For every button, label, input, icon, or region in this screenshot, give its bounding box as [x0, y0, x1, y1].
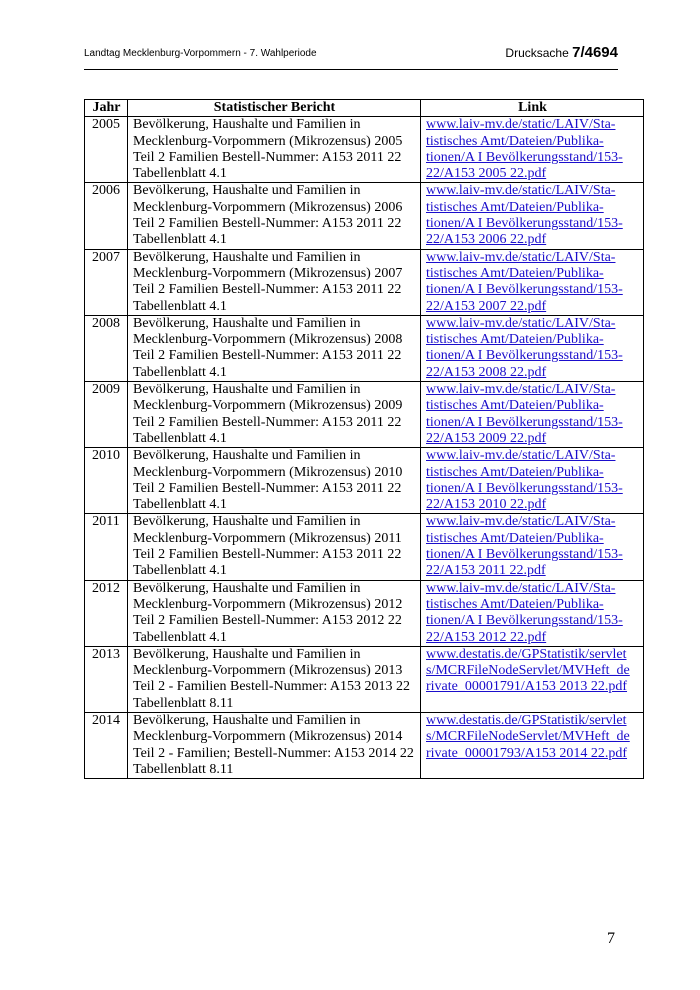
link-cell — [421, 183, 644, 249]
report-line: Teil 2 Familien Bestell-Nummer: A153 2011 22 — [133, 282, 402, 298]
report-line: Tabellenblatt 4.1 — [133, 563, 227, 579]
year-cell: 2013 — [85, 646, 128, 712]
table-row — [85, 580, 644, 646]
report-line: Tabellenblatt 8.11 — [133, 695, 234, 711]
report-cell — [128, 712, 421, 778]
report-link[interactable]: tionen/A I Bevölkerungsstand/153- — [426, 480, 623, 496]
table-row — [85, 315, 644, 381]
page-number: 7 — [607, 930, 615, 947]
report-link[interactable]: s/MCRFileNodeServlet/MVHeft_de — [426, 663, 630, 679]
link-cell — [421, 249, 644, 315]
report-line: Mecklenburg-Vorpommern (Mikrozensus) 2010 — [133, 464, 403, 480]
report-link[interactable]: www.laiv-mv.de/static/LAIV/Sta- — [426, 249, 616, 265]
report-link[interactable]: tionen/A I Bevölkerungsstand/153- — [426, 149, 623, 165]
header-document-number — [505, 44, 618, 61]
year-cell: 2007 — [85, 249, 128, 315]
year-cell: 2005 — [85, 117, 128, 183]
report-line: Bevölkerung, Haushalte und Familien in — [133, 448, 361, 464]
report-line: Mecklenburg-Vorpommern (Mikrozensus) 2005 — [133, 133, 403, 149]
report-line: Mecklenburg-Vorpommern (Mikrozensus) 2011 — [133, 530, 402, 546]
report-link[interactable]: tistisches Amt/Dateien/Publika- — [426, 398, 604, 414]
report-link[interactable]: tionen/A I Bevölkerungsstand/153- — [426, 216, 623, 232]
report-line: Mecklenburg-Vorpommern (Mikrozensus) 2014 — [133, 729, 403, 745]
report-link[interactable]: www.laiv-mv.de/static/LAIV/Sta- — [426, 514, 616, 530]
report-line: Mecklenburg-Vorpommern (Mikrozensus) 2012 — [133, 596, 403, 612]
page-header — [84, 44, 618, 64]
report-cell — [128, 514, 421, 580]
report-cell — [128, 183, 421, 249]
year-cell: 2011 — [85, 514, 128, 580]
report-line: Tabellenblatt 4.1 — [133, 166, 227, 182]
report-line: Bevölkerung, Haushalte und Familien in — [133, 514, 361, 530]
report-line: Bevölkerung, Haushalte und Familien in — [133, 646, 361, 662]
report-link[interactable]: www.laiv-mv.de/static/LAIV/Sta- — [426, 183, 616, 199]
report-link[interactable]: rivate_00001793/A153 2014 22.pdf — [426, 745, 628, 761]
report-line: Teil 2 - Familien; Bestell-Nummer: A153 2014 22 — [133, 745, 414, 761]
report-link[interactable]: tionen/A I Bevölkerungsstand/153- — [426, 414, 623, 430]
report-line: Teil 2 Familien Bestell-Nummer: A153 2011 22 — [133, 480, 402, 496]
report-cell — [128, 580, 421, 646]
link-cell — [421, 514, 644, 580]
report-link[interactable]: 22/A153 2006 22.pdf — [426, 232, 547, 248]
report-link[interactable]: rivate_00001791/A153 2013 22.pdf — [426, 679, 628, 695]
report-line: Tabellenblatt 8.11 — [133, 761, 234, 777]
report-link[interactable]: tistisches Amt/Dateien/Publika- — [426, 265, 604, 281]
table-body — [85, 117, 644, 779]
report-line: Mecklenburg-Vorpommern (Mikrozensus) 2013 — [133, 663, 403, 679]
report-link[interactable]: www.destatis.de/GPStatistik/servlet — [426, 712, 627, 728]
report-cell — [128, 249, 421, 315]
report-link[interactable]: 22/A153 2011 22.pdf — [426, 563, 546, 579]
link-cell — [421, 712, 644, 778]
report-link[interactable]: s/MCRFileNodeServlet/MVHeft_de — [426, 729, 630, 745]
report-link[interactable]: www.laiv-mv.de/static/LAIV/Sta- — [426, 448, 616, 464]
report-line: Mecklenburg-Vorpommern (Mikrozensus) 2009 — [133, 398, 403, 414]
report-line: Bevölkerung, Haushalte und Familien in — [133, 315, 361, 331]
report-link[interactable]: www.laiv-mv.de/static/LAIV/Sta- — [426, 382, 616, 398]
report-link[interactable]: 22/A153 2010 22.pdf — [426, 497, 547, 513]
col-header-link: Link — [421, 100, 644, 117]
report-line: Bevölkerung, Haushalte und Familien in — [133, 183, 361, 199]
link-cell — [421, 315, 644, 381]
year-cell: 2008 — [85, 315, 128, 381]
report-line: Mecklenburg-Vorpommern (Mikrozensus) 2008 — [133, 332, 403, 348]
report-link[interactable]: tistisches Amt/Dateien/Publika- — [426, 133, 604, 149]
report-line: Teil 2 Familien Bestell-Nummer: A153 2011 22 — [133, 414, 402, 430]
report-line: Teil 2 Familien Bestell-Nummer: A153 2011 22 — [133, 216, 402, 232]
report-link[interactable]: tionen/A I Bevölkerungsstand/153- — [426, 348, 623, 364]
report-line: Bevölkerung, Haushalte und Familien in — [133, 249, 361, 265]
report-link[interactable]: tistisches Amt/Dateien/Publika- — [426, 464, 604, 480]
report-link[interactable]: tistisches Amt/Dateien/Publika- — [426, 199, 604, 215]
header-parliament: Landtag Mecklenburg-Vorpommern - 7. Wahlperiode — [84, 48, 317, 59]
report-cell — [128, 382, 421, 448]
report-line: Bevölkerung, Haushalte und Familien in — [133, 712, 361, 728]
table-row — [85, 712, 644, 778]
link-cell — [421, 117, 644, 183]
report-link[interactable]: tionen/A I Bevölkerungsstand/153- — [426, 547, 623, 563]
doc-number: 7/4694 — [572, 44, 618, 61]
report-line: Bevölkerung, Haushalte und Familien in — [133, 580, 361, 596]
report-link[interactable]: 22/A153 2008 22.pdf — [426, 364, 547, 380]
statistics-table — [84, 99, 644, 779]
report-line: Mecklenburg-Vorpommern (Mikrozensus) 2006 — [133, 199, 403, 215]
year-cell: 2010 — [85, 448, 128, 514]
year-cell: 2006 — [85, 183, 128, 249]
link-cell — [421, 646, 644, 712]
table-row — [85, 646, 644, 712]
report-line: Mecklenburg-Vorpommern (Mikrozensus) 2007 — [133, 265, 403, 281]
year-cell: 2014 — [85, 712, 128, 778]
report-line: Teil 2 Familien Bestell-Nummer: A153 2011 22 — [133, 348, 402, 364]
report-line: Teil 2 Familien Bestell-Nummer: A153 2011 22 — [133, 547, 402, 563]
report-link[interactable]: tistisches Amt/Dateien/Publika- — [426, 530, 604, 546]
report-cell — [128, 646, 421, 712]
report-link[interactable]: 22/A153 2012 22.pdf — [426, 629, 547, 645]
report-link[interactable]: 22/A153 2005 22.pdf — [426, 166, 547, 182]
report-link[interactable]: www.destatis.de/GPStatistik/servlet — [426, 646, 627, 662]
report-line: Bevölkerung, Haushalte und Familien in — [133, 382, 361, 398]
link-cell — [421, 580, 644, 646]
table-row — [85, 514, 644, 580]
report-link[interactable]: 22/A153 2009 22.pdf — [426, 430, 547, 446]
report-line: Tabellenblatt 4.1 — [133, 298, 227, 314]
report-line: Tabellenblatt 4.1 — [133, 232, 227, 248]
report-line: Teil 2 - Familien Bestell-Nummer: A153 2013 22 — [133, 679, 411, 695]
report-link[interactable]: www.laiv-mv.de/static/LAIV/Sta- — [426, 315, 616, 331]
header-divider — [84, 69, 618, 70]
report-cell — [128, 448, 421, 514]
link-cell — [421, 448, 644, 514]
report-link[interactable]: www.laiv-mv.de/static/LAIV/Sta- — [426, 117, 616, 133]
table-row — [85, 249, 644, 315]
report-link[interactable]: tionen/A I Bevölkerungsstand/153- — [426, 282, 623, 298]
report-line: Tabellenblatt 4.1 — [133, 497, 227, 513]
report-link[interactable]: tistisches Amt/Dateien/Publika- — [426, 596, 604, 612]
col-header-year: Jahr — [85, 100, 128, 117]
report-line: Tabellenblatt 4.1 — [133, 364, 227, 380]
table-row — [85, 448, 644, 514]
table-header-row — [85, 100, 644, 117]
report-link[interactable]: tistisches Amt/Dateien/Publika- — [426, 332, 604, 348]
doc-label: Drucksache — [505, 46, 569, 60]
report-link[interactable]: tionen/A I Bevölkerungsstand/153- — [426, 613, 623, 629]
year-cell: 2009 — [85, 382, 128, 448]
col-header-report: Statistischer Bericht — [128, 100, 421, 117]
report-line: Tabellenblatt 4.1 — [133, 629, 227, 645]
table-row — [85, 382, 644, 448]
table-row — [85, 183, 644, 249]
report-line: Tabellenblatt 4.1 — [133, 430, 227, 446]
report-line: Teil 2 Familien Bestell-Nummer: A153 2011 22 — [133, 149, 402, 165]
table-row — [85, 117, 644, 183]
year-cell: 2012 — [85, 580, 128, 646]
report-line: Teil 2 Familien Bestell-Nummer: A153 2012 22 — [133, 613, 402, 629]
report-link[interactable]: 22/A153 2007 22.pdf — [426, 298, 547, 314]
report-link[interactable]: www.laiv-mv.de/static/LAIV/Sta- — [426, 580, 616, 596]
report-cell — [128, 117, 421, 183]
report-line: Bevölkerung, Haushalte und Familien in — [133, 117, 361, 133]
link-cell — [421, 382, 644, 448]
report-cell — [128, 315, 421, 381]
